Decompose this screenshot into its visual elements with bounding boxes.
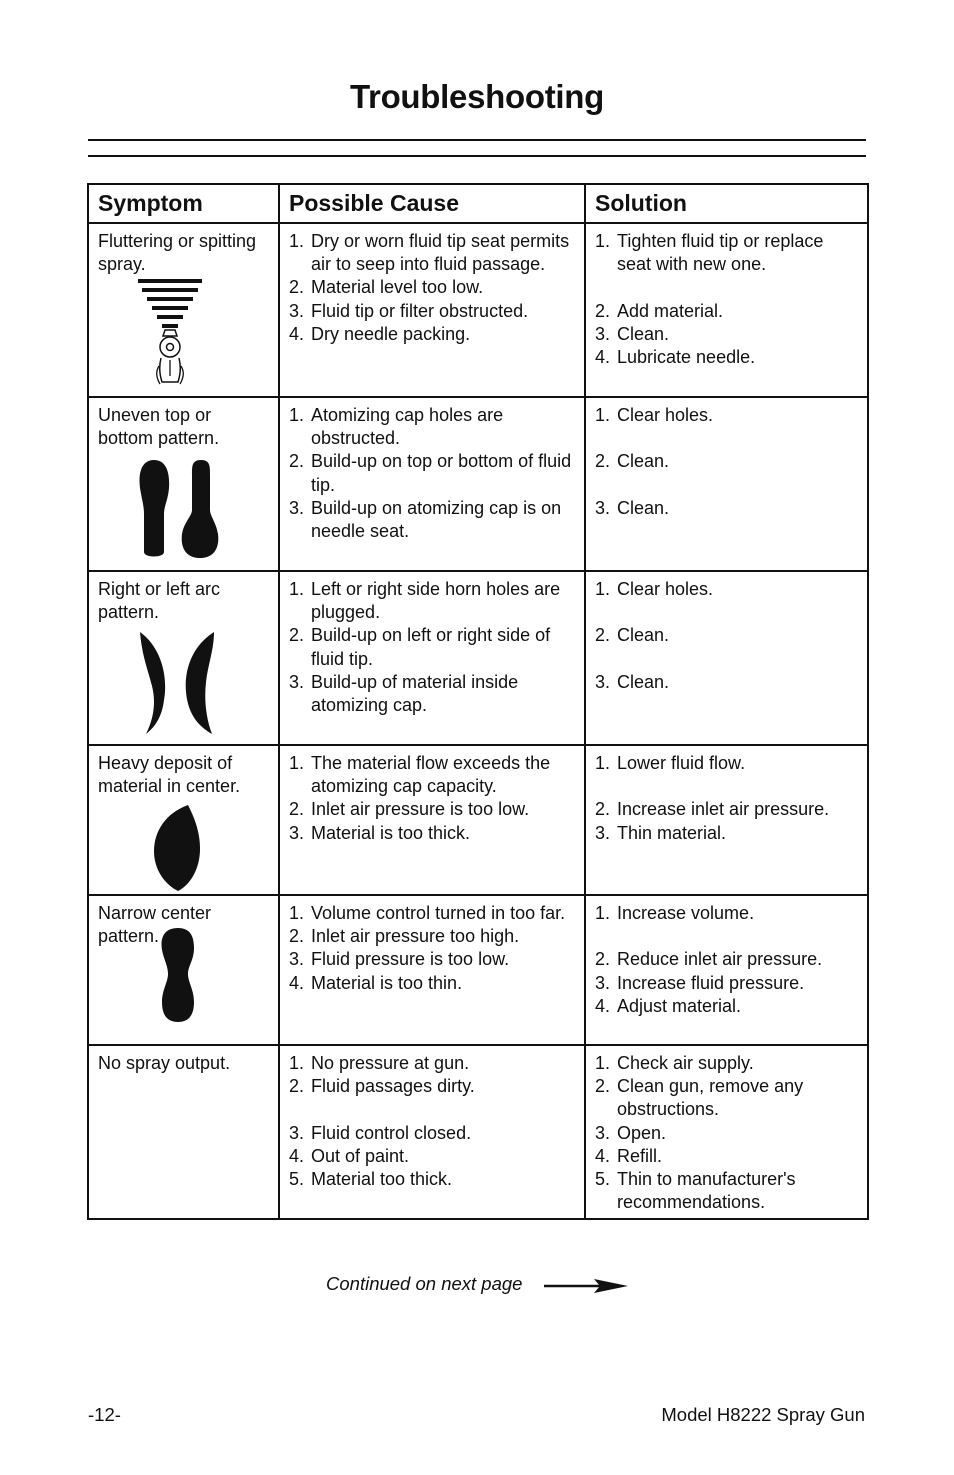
table-row	[88, 1045, 868, 1219]
list-item: 4. Lubricate needle.	[595, 347, 756, 367]
list-item: 1. Dry or worn fluid tip seat permits air to seep into fluid passage.	[289, 231, 570, 275]
list-item: 1. Clear holes.	[595, 405, 714, 425]
cause-cell	[279, 571, 585, 745]
list-item: 1. Increase volume.	[595, 903, 755, 923]
cause-cell	[279, 895, 585, 1045]
list-item: 3. Clean.	[595, 497, 670, 518]
cause-cell	[279, 223, 585, 397]
list-item: 3. Clean.	[595, 323, 670, 344]
list-item: 3. Build-up of material inside atomizing cap.	[289, 671, 519, 716]
fluttering-spray-icon	[136, 278, 206, 390]
list-item: 2. Material level too low.	[289, 277, 484, 298]
list-item: 5. Thin to manufacturer's recommendations.	[595, 1169, 796, 1213]
list-item: 3. Open.	[595, 1122, 667, 1143]
narrow-center-pattern-icon	[156, 926, 206, 1024]
list-item: 1. Check air supply.	[595, 1053, 754, 1073]
list-item: 2. Build-up on left or right side of fluid tip.	[289, 625, 551, 669]
list-item: 4. Adjust material.	[595, 995, 742, 1016]
list-item: 2. Add material.	[595, 300, 724, 321]
page-title: Troubleshooting	[350, 78, 604, 115]
list-item: 3. Material is too thick.	[289, 822, 471, 843]
header-symptom: Symptom	[88, 184, 279, 223]
list-item: 3. Fluid tip or filter obstructed.	[289, 300, 529, 321]
title-rule-bottom	[88, 155, 866, 157]
list-item: 2. Build-up on top or bottom of fluid tip.	[289, 451, 572, 495]
list-item: 1. Lower fluid flow.	[595, 753, 746, 773]
list-item: 1. Tighten fluid tip or replace seat with new one.	[595, 231, 824, 275]
list-item: 4. Material is too thin.	[289, 972, 463, 993]
list-item: 3. Increase fluid pressure.	[595, 972, 805, 993]
cause-cell	[279, 745, 585, 895]
uneven-pattern-icon	[134, 458, 224, 560]
list-item: 1. The material flow exceeds the atomizing cap capacity.	[289, 753, 551, 797]
list-item: 4. Dry needle packing.	[289, 323, 471, 344]
solution-cell	[585, 223, 868, 397]
list-item: 2. Reduce inlet air pressure.	[595, 949, 823, 970]
continued-note: Continued on next page	[326, 1273, 523, 1294]
list-item: 3. Clean.	[595, 671, 670, 692]
header-possible-cause: Possible Cause	[279, 184, 585, 223]
symptom-cell	[88, 745, 279, 895]
troubleshooting-table	[87, 183, 869, 1220]
symptom-text: Right or left arc pattern.	[98, 579, 221, 623]
title-rule-top	[88, 139, 866, 141]
list-item: 4. Refill.	[595, 1145, 663, 1166]
list-item: 5. Material too thick.	[289, 1169, 453, 1189]
table-row	[88, 895, 868, 1045]
symptom-cell	[88, 571, 279, 745]
list-item: 1. Volume control turned in too far.	[289, 903, 566, 923]
solution-cell	[585, 1045, 868, 1219]
list-item: 3. Build-up on atomizing cap is on needle seat.	[289, 497, 562, 542]
solution-cell	[585, 397, 868, 571]
header-solution: Solution	[585, 184, 868, 223]
symptom-text: Narrow center pattern.	[98, 903, 212, 947]
symptom-text: Fluttering or spitting spray.	[98, 231, 257, 275]
model-footer: Model H8222 Spray Gun	[661, 1404, 865, 1425]
symptom-text: No spray output.	[98, 1053, 231, 1073]
table-header-row	[88, 184, 868, 223]
list-item: 2. Clean.	[595, 451, 670, 472]
list-item: 2. Inlet air pressure is too low.	[289, 799, 530, 820]
list-item: 3. Fluid control closed.	[289, 1122, 472, 1143]
table-row	[88, 745, 868, 895]
list-item: 3. Fluid pressure is too low.	[289, 949, 510, 970]
list-item: 1. Left or right side horn holes are plugged.	[289, 579, 561, 623]
symptom-cell	[88, 895, 279, 1045]
table-row	[88, 223, 868, 397]
heavy-center-pattern-icon	[150, 803, 210, 893]
list-item: 1. Clear holes.	[595, 579, 714, 599]
cause-cell	[279, 1045, 585, 1219]
list-item: 4. Out of paint.	[289, 1145, 410, 1166]
arc-pattern-icon	[134, 630, 224, 734]
list-item: 2. Clean gun, remove any obstructions.	[595, 1076, 804, 1120]
list-item: 1. No pressure at gun.	[289, 1053, 470, 1073]
table-row	[88, 571, 868, 745]
symptom-cell	[88, 1045, 279, 1219]
list-item: 2. Inlet air pressure too high.	[289, 926, 520, 947]
list-item: 2. Fluid passages dirty.	[289, 1076, 475, 1097]
symptom-cell	[88, 397, 279, 571]
list-item: 3. Thin material.	[595, 822, 727, 843]
solution-cell	[585, 895, 868, 1045]
page-number: -12-	[88, 1404, 121, 1425]
symptom-text: Uneven top or bottom pattern.	[98, 405, 220, 449]
list-item: 1. Atomizing cap holes are obstructed.	[289, 405, 504, 449]
solution-cell	[585, 571, 868, 745]
list-item: 2. Clean.	[595, 625, 670, 646]
symptom-cell	[88, 223, 279, 397]
table-row	[88, 397, 868, 571]
solution-cell	[585, 745, 868, 895]
symptom-text: Heavy deposit of material in center.	[98, 753, 241, 797]
right-arrow-icon	[544, 1276, 628, 1296]
cause-cell	[279, 397, 585, 571]
list-item: 2. Increase inlet air pressure.	[595, 799, 830, 820]
